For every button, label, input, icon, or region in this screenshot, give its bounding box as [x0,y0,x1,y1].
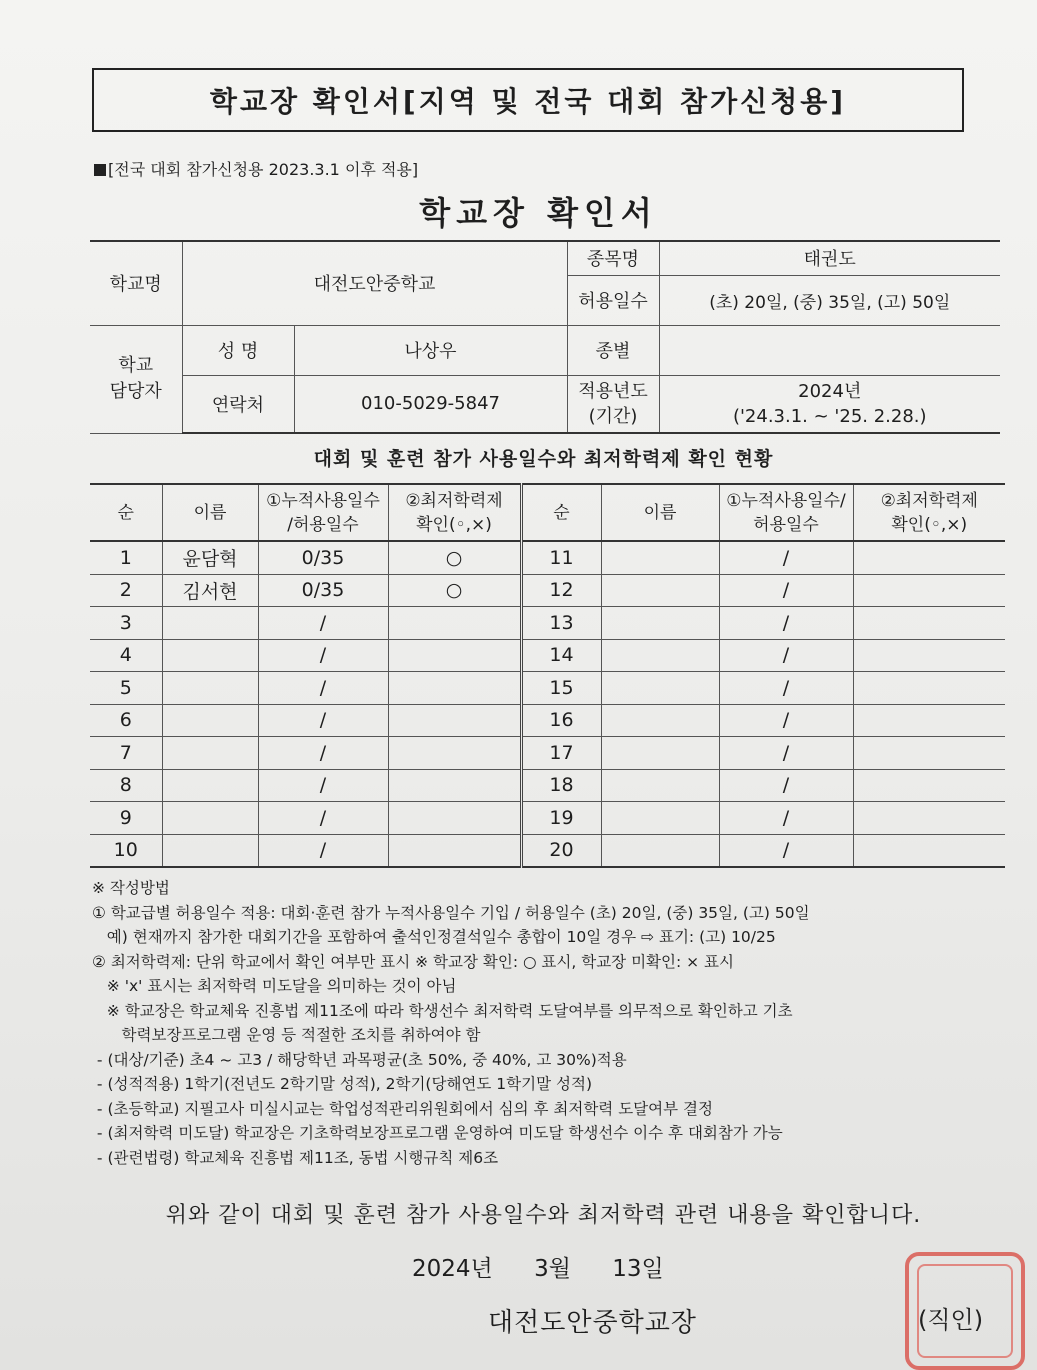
year-value: 2024년 [798,380,862,402]
date-day: 13일 [612,1256,664,1282]
student-name [162,704,258,737]
manager-name-label: 성 명 [182,325,294,375]
year-cell [659,375,1000,433]
student-name-right [601,769,719,802]
min-score-check-right [853,834,1005,867]
min-score-check-right [853,802,1005,835]
seal-label: (직인) [918,1306,984,1334]
allowed-days-value: (초) 20일, (중) 35일, (고) 50일 [659,275,1000,325]
student-name-right [601,834,719,867]
instruction-line: - (대상/기준) 초4 ~ 고3 / 해당학년 과목평균(초 50%, 중 40%, 고 30%)적용 [92,1050,627,1069]
instruction-line: ※ 작성방법 [92,879,170,897]
header-min-score-right: ②최저학력제 확인(◦,×) [853,484,1005,541]
table-row [90,802,1005,835]
manager-label: 학교 담당자 [90,325,182,433]
student-name [162,834,258,867]
student-name-right [601,607,719,640]
min-score-check [388,834,521,867]
instruction-line: ※ 학교장은 학교체육 진흥법 제11조에 따라 학생선수 최저학력 도달여부를 의무적으로 확인하고 기초 [92,1001,793,1020]
sport-label: 종목명 [567,241,659,275]
student-name-right [601,737,719,770]
row-number-right: 11 [521,541,601,574]
row-number: 9 [90,802,162,835]
min-score-check [388,607,521,640]
student-name [162,737,258,770]
applicability-note [94,157,418,180]
row-number: 3 [90,607,162,640]
row-number: 10 [90,834,162,867]
header-days: ①누적사용일수 /허용일수 [258,484,388,541]
days-used: / [258,802,388,835]
school-name-label: 학교명 [90,241,182,325]
min-score-check [388,769,521,802]
student-name: 윤담혁 [162,541,258,574]
row-number: 5 [90,672,162,705]
signer-name: 대전도안중학교장 [488,1308,697,1338]
table-row [90,541,1005,574]
square-bullet-icon [94,164,106,176]
table-row [90,737,1005,770]
days-used-right: / [719,802,853,835]
row-number: 7 [90,737,162,770]
row-number: 4 [90,639,162,672]
instruction-line: - (최저학력 미도달) 학교장은 기초학력보장프로그램 운영하여 미도달 학생선수 이수 후 대회참가 가능 [92,1124,783,1142]
instruction-line: ① 학교급별 허용일수 적용: 대회·훈련 참가 누적사용일수 기입 / 허용일수 (초) 20일, (중) 35일, (고) 50일 [92,903,810,922]
student-name [162,802,258,835]
days-used-right: / [719,607,853,640]
table-row [90,704,1005,737]
days-used-right: / [719,672,853,705]
instruction-line: - (성적적용) 1학기(전년도 2학기말 성적), 2학기(당해연도 1학기말 성적) [92,1075,592,1093]
category-label: 종별 [567,325,659,375]
applicability-note-text: [전국 대회 참가신청용 2023.3.1 이후 적용] [108,160,419,179]
days-used: / [258,834,388,867]
issue-date [412,1250,664,1283]
document-title: 학교장 확인서 [419,194,658,232]
year-label: 적용년도 (기간) [567,375,659,433]
table-row [90,834,1005,867]
min-score-check-right [853,574,1005,607]
days-used: / [258,607,388,640]
student-name-right [601,672,719,705]
school-info-table [90,240,1000,434]
student-name [162,769,258,802]
student-name-right [601,574,719,607]
row-number-right: 18 [521,769,601,802]
header-days-right: ①누적사용일수/ 허용일수 [719,484,853,541]
min-score-check [388,704,521,737]
row-number: 1 [90,541,162,574]
row-number-right: 19 [521,802,601,835]
days-used: 0/35 [258,574,388,607]
table-header-row [90,484,1005,541]
student-name: 김서현 [162,574,258,607]
student-name-right [601,541,719,574]
min-score-check-right [853,607,1005,640]
table-row [90,639,1005,672]
row-number-right: 16 [521,704,601,737]
student-name-right [601,704,719,737]
row-number-right: 14 [521,639,601,672]
instruction-line: ※ 'x' 표시는 최저학력 미도달을 의미하는 것이 아님 [92,977,457,995]
header-no: 순 [90,484,162,541]
min-score-check-right [853,672,1005,705]
min-score-check [388,802,521,835]
school-name-value: 대전도안중학교 [182,241,567,325]
days-used: / [258,704,388,737]
days-used: / [258,769,388,802]
days-used: / [258,639,388,672]
date-year: 2024년 [412,1256,493,1282]
date-month: 3월 [534,1256,571,1282]
student-name [162,607,258,640]
manager-name-value: 나상우 [294,325,567,375]
header-name: 이름 [162,484,258,541]
contact-value: 010-5029-5847 [294,375,567,433]
min-score-check: ○ [388,574,521,607]
days-used: / [258,737,388,770]
days-used-right: / [719,769,853,802]
instruction-line: - (관련법령) 학교체육 진흥법 제11조, 동법 시행규칙 제6조 [92,1148,499,1167]
header-min-score: ②최저학력제 확인(◦,×) [388,484,521,541]
days-used-right: / [719,541,853,574]
days-used-right: / [719,574,853,607]
min-score-check: ○ [388,541,521,574]
table-row [90,672,1005,705]
min-score-check-right [853,704,1005,737]
table-row [90,574,1005,607]
instruction-line: - (초등학교) 지필고사 미실시교는 학업성적관리위원회에서 심의 후 최저학력 도달여부 결정 [92,1099,713,1118]
table-row [90,769,1005,802]
section-title: 대회 및 훈련 참가 사용일수와 최저학력제 확인 현황 [313,448,774,470]
table-row [90,607,1005,640]
writing-instructions [92,876,1012,1170]
days-used: 0/35 [258,541,388,574]
min-score-check-right [853,541,1005,574]
category-value [659,325,1000,375]
confirmation-statement: 위와 같이 대회 및 훈련 참가 사용일수와 최저학력 관련 내용을 확인합니다. [165,1203,922,1228]
row-number-right: 12 [521,574,601,607]
days-used: / [258,672,388,705]
days-used-right: / [719,639,853,672]
student-name [162,639,258,672]
participation-table [90,483,1005,868]
student-name-right [601,639,719,672]
instruction-line: 학력보장프로그램 운영 등 적절한 조치를 취하여야 함 [92,1026,481,1044]
min-score-check-right [853,639,1005,672]
row-number: 6 [90,704,162,737]
min-score-check-right [853,769,1005,802]
header-name-right: 이름 [601,484,719,541]
min-score-check [388,672,521,705]
days-used-right: / [719,704,853,737]
days-used-right: / [719,834,853,867]
days-used-right: / [719,737,853,770]
instruction-line: 예) 현재까지 참가한 대회기간을 포함하여 출석인정결석일수 총합이 10일 경우 ⇨ 표기: (고) 10/25 [92,928,776,946]
instruction-line: ② 최저학력제: 단위 학교에서 확인 여부만 표시 ※ 학교장 확인: ○ 표시, 학교장 미확인: × 표시 [92,952,735,971]
allowed-days-label: 허용일수 [567,275,659,325]
row-number-right: 17 [521,737,601,770]
min-score-check-right [853,737,1005,770]
row-number-right: 13 [521,607,601,640]
header-no-right: 순 [521,484,601,541]
student-name [162,672,258,705]
row-number-right: 20 [521,834,601,867]
student-name-right [601,802,719,835]
min-score-check [388,737,521,770]
form-title-box: 학교장 확인서[지역 및 전국 대회 참가신청용] [92,68,964,132]
min-score-check [388,639,521,672]
row-number-right: 15 [521,672,601,705]
row-number: 2 [90,574,162,607]
contact-label: 연락처 [182,375,294,433]
row-number: 8 [90,769,162,802]
sport-value: 태권도 [659,241,1000,275]
period-value: ('24.3.1. ~ '25. 2.28.) [732,405,927,427]
